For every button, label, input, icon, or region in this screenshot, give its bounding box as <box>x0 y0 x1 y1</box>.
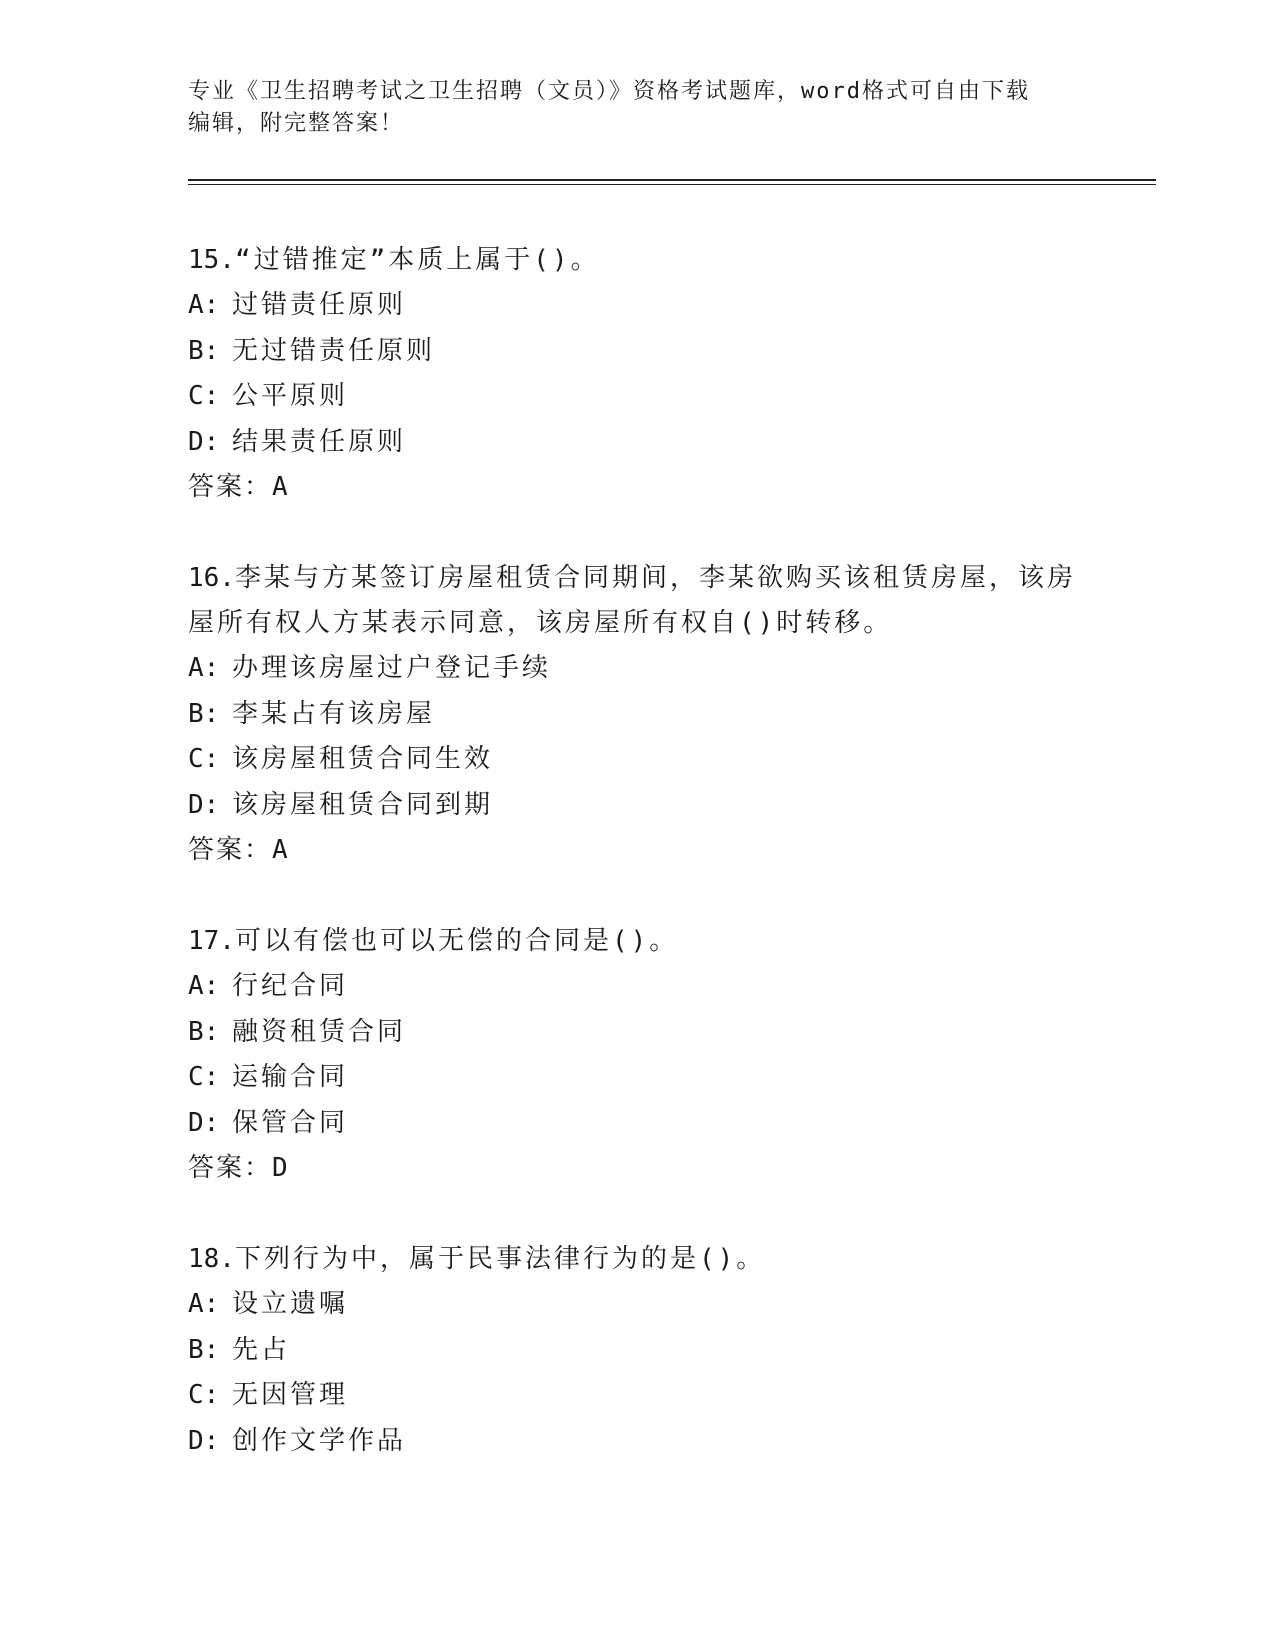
question-15 <box>188 238 1088 510</box>
option-text: 融资租赁合同 <box>232 1016 407 1047</box>
option-key: C: <box>188 1062 220 1092</box>
option-b <box>188 692 1088 738</box>
option-text: 无因管理 <box>232 1380 349 1410</box>
question-number: 16. <box>188 563 235 593</box>
option-text: 无过错责任原则 <box>232 335 436 366</box>
option-key: B: <box>188 1334 220 1365</box>
answer-label: 答案： <box>188 1153 273 1183</box>
option-key: C: <box>188 1380 220 1410</box>
option-text: 该房屋租赁合同到期 <box>232 789 494 820</box>
option-b <box>188 1328 1088 1374</box>
option-text: 运输合同 <box>232 1062 349 1092</box>
question-stem-line-1: 可以有偿也可以无偿的合同是()。 <box>234 926 679 956</box>
question-list <box>188 238 1088 1510</box>
question-number: 17. <box>188 926 235 956</box>
header-divider <box>188 179 1156 181</box>
question-stem-line-1: 李某与方某签订房屋租赁合同期间，李某欲购买该租赁房屋，该房 <box>234 563 1076 593</box>
question-stem-line-1: 下列行为中，属于民事法律行为的是()。 <box>234 1244 766 1274</box>
question-stem <box>188 238 1088 283</box>
answer-line <box>188 828 1088 873</box>
option-text: 创作文学作品 <box>232 1425 407 1456</box>
option-key: B: <box>188 698 220 729</box>
option-text: 设立遗嘱 <box>232 1289 349 1319</box>
option-text: 过错责任原则 <box>232 290 407 320</box>
question-18 <box>188 1237 1088 1464</box>
option-d <box>188 1419 1088 1465</box>
option-c <box>188 374 1088 420</box>
option-c <box>188 1055 1088 1101</box>
question-stem <box>188 919 1088 964</box>
option-text: 结果责任原则 <box>232 426 407 457</box>
option-b <box>188 329 1088 375</box>
header-line-2: 编辑，附完整答案！ <box>188 111 405 136</box>
question-16 <box>188 556 1088 873</box>
answer-label: 答案： <box>188 472 273 502</box>
option-a <box>188 1282 1088 1328</box>
option-key: A: <box>188 653 220 683</box>
option-d <box>188 783 1088 829</box>
option-b <box>188 1010 1088 1056</box>
header-divider-secondary <box>188 184 1156 185</box>
option-a <box>188 964 1088 1010</box>
option-text: 李某占有该房屋 <box>232 698 436 729</box>
answer-value: A <box>272 835 290 865</box>
option-key: A: <box>188 971 220 1001</box>
question-17 <box>188 919 1088 1191</box>
option-a <box>188 646 1088 692</box>
option-a <box>188 283 1088 329</box>
question-stem-line-1: “过错推定”本质上属于()。 <box>234 245 600 275</box>
option-key: B: <box>188 335 220 366</box>
option-key: D: <box>188 426 220 457</box>
question-stem-line-2: 屋所有权人方某表示同意，该房屋所有权自()时转移。 <box>188 608 893 638</box>
answer-label: 答案： <box>188 835 273 865</box>
question-stem <box>188 1237 1088 1282</box>
option-key: A: <box>188 290 220 320</box>
option-key: C: <box>188 744 220 774</box>
option-key: D: <box>188 789 220 820</box>
option-key: B: <box>188 1016 220 1047</box>
option-key: A: <box>188 1289 220 1319</box>
option-c <box>188 737 1088 783</box>
option-text: 保管合同 <box>232 1107 349 1138</box>
answer-line <box>188 1146 1088 1191</box>
question-number: 15. <box>188 245 235 275</box>
answer-value: D <box>272 1153 290 1183</box>
option-text: 该房屋租赁合同生效 <box>232 744 494 774</box>
option-text: 先占 <box>232 1334 291 1365</box>
option-key: D: <box>188 1107 220 1138</box>
option-text: 办理该房屋过户登记手续 <box>232 653 552 683</box>
answer-line <box>188 465 1088 510</box>
header-line-1: 专业《卫生招聘考试之卫生招聘（文员）》资格考试题库，word格式可自由下载 <box>188 79 1030 104</box>
option-text: 行纪合同 <box>232 971 349 1001</box>
option-d <box>188 420 1088 466</box>
option-d <box>188 1101 1088 1147</box>
question-number: 18. <box>188 1244 235 1274</box>
option-key: C: <box>188 381 220 411</box>
option-key: D: <box>188 1425 220 1456</box>
option-text: 公平原则 <box>232 381 349 411</box>
answer-value: A <box>272 472 290 502</box>
option-c <box>188 1373 1088 1419</box>
question-stem <box>188 556 1088 601</box>
document-header <box>188 76 1088 140</box>
